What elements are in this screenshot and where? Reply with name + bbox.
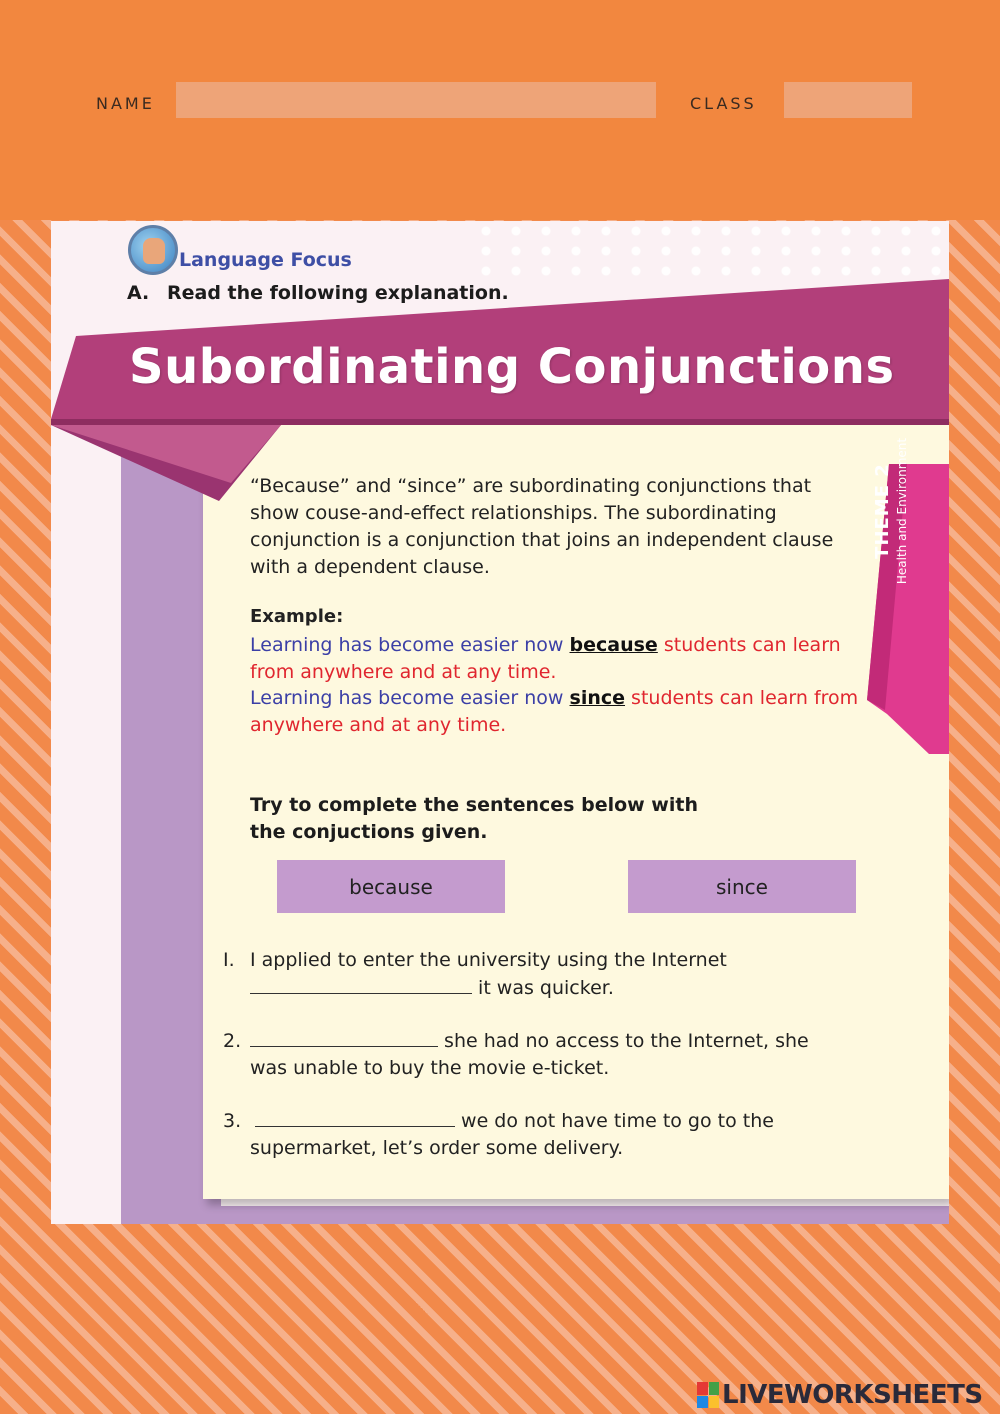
example-conjunction: because [569, 634, 658, 656]
question-number: 2. [223, 1030, 242, 1052]
instruction-letter: A. [127, 282, 150, 304]
question-3 [223, 1107, 843, 1162]
class-label: CLASS [690, 94, 757, 113]
explanation-text: “Because” and “since” are subordinating conjunctions that show couse-and-effect relationships. The subordinating conjunction is a conjunction that joins an independent clause with a dependent clause. [250, 475, 834, 578]
instruction-text: Read the following explanation. [167, 282, 509, 304]
question-text: we do not have time to go to the [455, 1110, 774, 1132]
section-label: Language Focus [179, 249, 352, 271]
thumbs-up-icon [128, 225, 178, 275]
liveworksheets-watermark [697, 1378, 983, 1412]
word-bank-because[interactable]: because [277, 860, 505, 913]
instruction [127, 282, 509, 304]
theme-subtitle: Health and Environment [895, 437, 909, 585]
question-1 [223, 947, 843, 1002]
task-instruction: Try to complete the sentences below with the conjuctions given. [250, 794, 698, 843]
question-text: I applied to enter the university using the Internet [250, 949, 727, 971]
watermark-text: LIVEWORKSHEETS [722, 1380, 983, 1410]
example-sentence: Learning has become easier now since students can learn from anywhere and at any time. [250, 687, 859, 736]
answer-blank[interactable] [255, 1107, 455, 1127]
example-conjunction: since [569, 687, 626, 709]
question-2 [223, 1027, 843, 1082]
question-number: 3. [223, 1110, 242, 1132]
theme-label [872, 371, 932, 651]
question-text: was unable to buy the movie e-ticket. [250, 1057, 610, 1079]
example-heading: Example: [250, 606, 344, 627]
liveworksheets-logo-icon [697, 1382, 719, 1408]
question-text: it was quicker. [472, 977, 614, 999]
worksheet-image [51, 221, 949, 1224]
name-label: NAME [96, 94, 155, 113]
theme-title: THEME 2 [872, 463, 893, 559]
answer-blank[interactable] [250, 1027, 438, 1047]
class-input[interactable] [784, 82, 912, 118]
page-title: Subordinating Conjunctions [129, 339, 895, 395]
word-bank-since[interactable]: since [628, 860, 856, 913]
question-text: supermarket, let’s order some delivery. [250, 1137, 624, 1159]
name-input[interactable] [176, 82, 656, 118]
question-number: I. [223, 949, 235, 971]
example-sentence: Learning has become easier now because students can learn from anywhere and at any time. [250, 634, 841, 683]
decorative-bottom-strip [121, 1206, 949, 1224]
answer-blank[interactable] [250, 974, 472, 994]
question-text: she had no access to the Internet, she [438, 1030, 809, 1052]
